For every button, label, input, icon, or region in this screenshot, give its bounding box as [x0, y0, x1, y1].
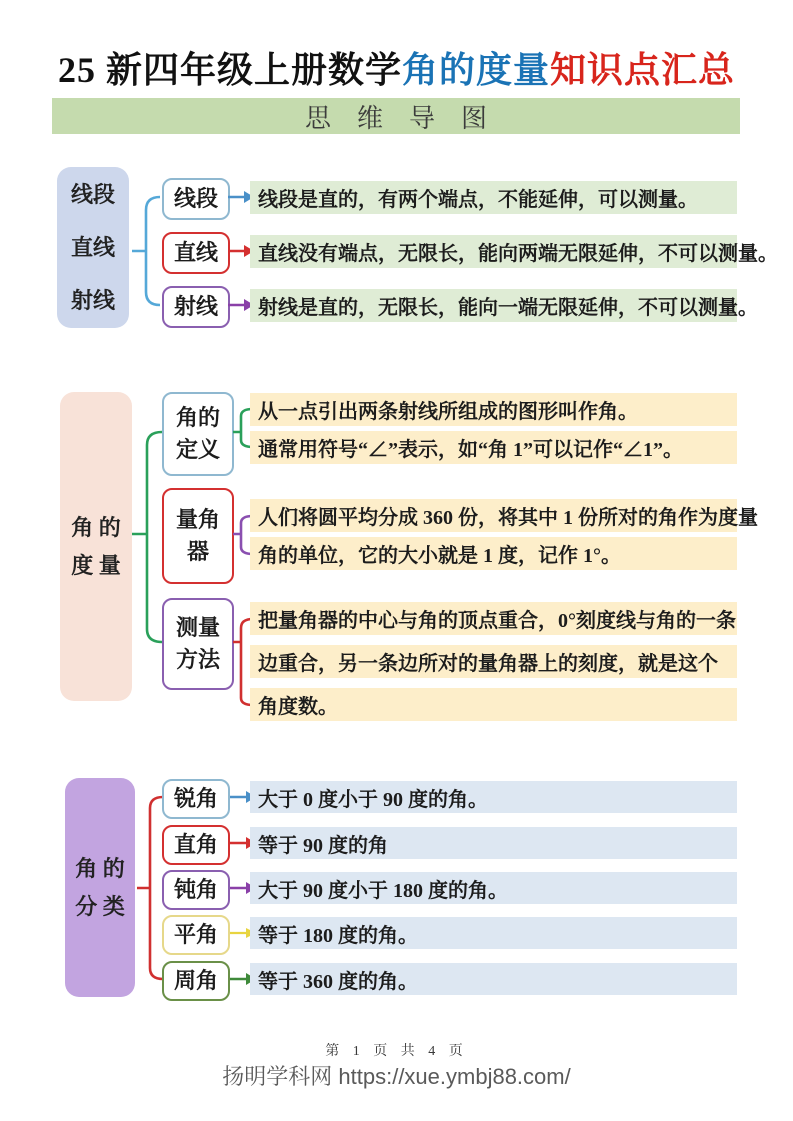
branch-label-straight-line-text: 直线 — [173, 240, 218, 266]
definition-line-segment: 线段是直的，有两个端点，不能延伸，可以测量。 — [250, 181, 737, 214]
angle-definition-text-line2: 通常用符号“∠”表示，如“角 1”可以记作“∠1”。 — [250, 431, 737, 464]
definition-round-angle: 等于 360 度的角。 — [250, 963, 737, 995]
branch-label-obtuse-angle-text: 钝角 — [173, 877, 218, 903]
branch-label-protractor-line1: 量角 — [175, 507, 220, 533]
protractor-text-line2: 角的单位，它的大小就是 1 度，记作 1°。 — [250, 537, 737, 570]
page-number: 第 1 页 共 4 页 — [325, 1044, 468, 1059]
definition-acute-angle: 大于 0 度小于 90 度的角。 — [250, 781, 737, 813]
protractor-text-line1: 人们将圆平均分成 360 份，将其中 1 份所对的角作为度量 — [250, 499, 737, 532]
branch-label-round-angle — [162, 961, 230, 1001]
definition-obtuse-angle: 大于 90 度小于 180 度的角。 — [250, 872, 737, 904]
branch-label-straight-angle-text: 平角 — [173, 922, 218, 948]
branch-label-measuring-method — [162, 598, 234, 690]
title-blue-part: 角的度量 — [401, 50, 550, 90]
branch-label-protractor — [162, 488, 234, 584]
measuring-method-text-line3: 角度数。 — [250, 688, 737, 721]
branch-label-straight-line — [162, 232, 230, 274]
section3-bracket-connector — [137, 790, 163, 986]
branch-label-straight-angle — [162, 915, 230, 955]
branch-label-angle-definition-line2: 定义 — [175, 437, 220, 462]
branch-label-angle-definition — [162, 392, 234, 476]
section1-bracket-connector — [132, 190, 160, 312]
branch-label-measuring-method-line2: 方法 — [175, 647, 220, 672]
branch-label-line-segment-text: 线段 — [173, 186, 218, 212]
section1-root-node — [57, 167, 129, 328]
branch-label-right-angle-text: 直角 — [173, 832, 218, 858]
section3-root-node — [65, 778, 135, 997]
section2-root-line2: 度 量 — [71, 552, 121, 578]
branch-label-line-segment — [162, 178, 230, 220]
site-link[interactable]: 扬明学科网 https://xue.ymbj88.com/ — [222, 1064, 571, 1089]
section2-bracket-connector — [132, 425, 162, 649]
mindmap-banner — [52, 98, 740, 134]
definition-ray: 射线是直的，无限长，能向一端无限延伸，不可以测量。 — [250, 289, 737, 322]
branch-label-round-angle-text: 周角 — [173, 968, 218, 994]
mindmap-banner-label: 思维导图 — [304, 103, 513, 133]
section2-root-node — [60, 392, 132, 701]
angle-definition-text-line1: 从一点引出两条射线所组成的图形叫作角。 — [250, 393, 737, 426]
definition-straight-angle: 等于 180 度的角。 — [250, 917, 737, 949]
title-black-part: 25 新四年级上册数学 — [57, 50, 402, 90]
definition-straight-line: 直线没有端点，无限长，能向两端无限延伸，不可以测量。 — [250, 235, 737, 268]
title-red-part: 知识点汇总 — [550, 50, 736, 90]
section3-root-line1: 角 的 — [75, 855, 125, 881]
branch-label-obtuse-angle — [162, 870, 230, 910]
section1-root-line1: 线段 — [70, 181, 115, 207]
branch-label-measuring-method-line1: 测量 — [175, 615, 220, 641]
page-title — [0, 42, 793, 93]
section1-root-line2: 直线 — [70, 234, 115, 260]
branch-label-acute-angle — [162, 779, 230, 819]
branch-label-acute-angle-text: 锐角 — [173, 786, 218, 812]
measuring-method-text-line1: 把量角器的中心与角的顶点重合，0°刻度线与角的一条 — [250, 602, 737, 635]
branch-label-right-angle — [162, 825, 230, 865]
branch-label-angle-definition-line1: 角的 — [175, 405, 220, 431]
section3-root-line2: 分 类 — [75, 893, 125, 919]
section1-root-line3: 射线 — [70, 287, 115, 313]
section2-root-line1: 角 的 — [71, 514, 121, 540]
branch-label-protractor-line2: 器 — [186, 539, 209, 564]
measuring-method-text-line2: 边重合，另一条边所对的量角器上的刻度，就是这个 — [250, 645, 737, 678]
branch-label-ray-text: 射线 — [173, 294, 218, 320]
branch-label-ray — [162, 286, 230, 328]
definition-right-angle: 等于 90 度的角 — [250, 827, 737, 859]
